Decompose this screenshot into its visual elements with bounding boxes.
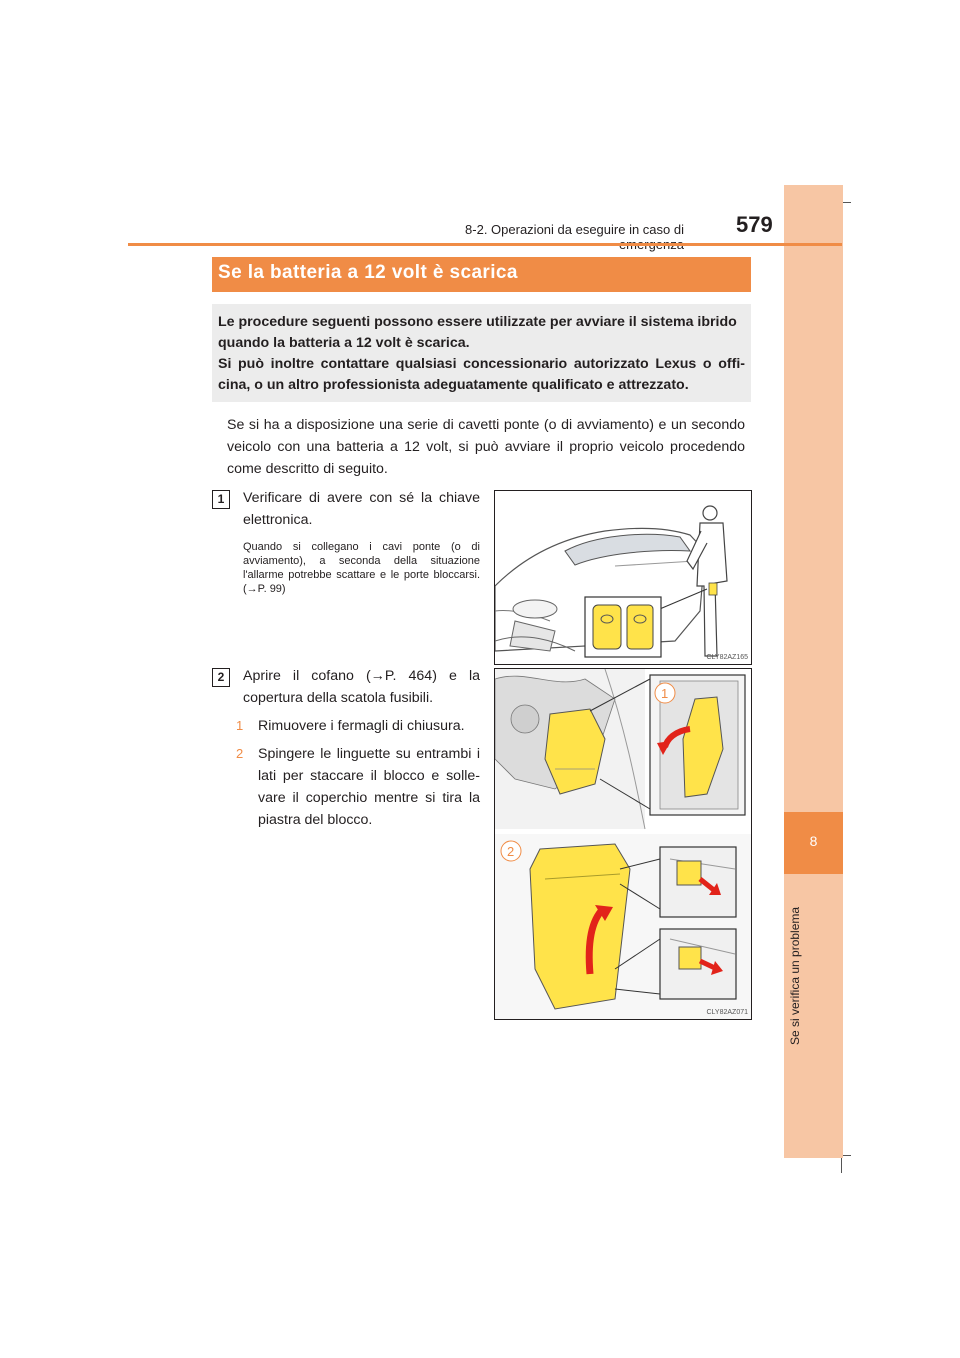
header-rule <box>128 243 842 246</box>
substep-number: 2 <box>236 746 244 761</box>
step-text: Verificare di avere con sé la chiave elettronica. <box>243 490 480 528</box>
chapter-title: Se si verifica un problema <box>788 906 802 1045</box>
car-key-figure <box>494 490 752 665</box>
fuse-box-illustration <box>495 669 751 1019</box>
intro-box <box>212 304 751 402</box>
intro-line: Si può inoltre contattare qualsiasi concessionario autorizzato Lexus o offi- <box>218 356 745 372</box>
step-text: Aprire il cofano (→P. 464) e la copertura della scatola fusibili. <box>243 668 480 706</box>
step-number-badge: 2 <box>212 668 230 687</box>
substep-text: Spingere le linguette su entrambi i lati per staccare il blocco e solle-vare il coperchio mentre si tira la piastra del blocco. <box>258 746 480 828</box>
chapter-number: 8 <box>809 833 818 849</box>
intro-text <box>218 312 745 396</box>
chapter-title-vertical <box>786 885 800 1045</box>
figure-code: CLY82AZ071 <box>706 1009 748 1016</box>
step-note: Quando si collegano i cavi ponte (o di avviamento), a seconda della situazione l'allarme potrebbe scattare e le porte bloccarsi. (→P. 99) <box>243 541 480 595</box>
section-title: Se la batteria a 12 volt è scarica <box>218 262 518 283</box>
body-paragraph: Se si ha a disposizione una serie di cavetti ponte (o di avviamento) e un secondo veicolo con una batteria a 12 volt, si può avviare il proprio veicolo procedendo come descritto di seguito. <box>227 417 745 477</box>
intro-line: cina, o un altro professionista adeguatamente qualificato e attrezzato. <box>218 377 689 393</box>
section-title-bar <box>212 257 751 292</box>
intro-line: Le procedure seguenti possono essere utilizzate per avviare il sistema ibrido <box>218 314 737 330</box>
figure-code: CLY82AZ165 <box>706 654 748 661</box>
figure-label: 1 <box>661 686 669 701</box>
section-header: 8-2. Operazioni da eseguire in caso di <box>465 222 684 237</box>
car-illustration <box>495 491 751 664</box>
step-number-badge: 1 <box>212 490 230 509</box>
substep-text: Rimuovere i fermagli di chiusura. <box>258 718 465 734</box>
figure-label: 2 <box>507 844 515 859</box>
substep-number: 1 <box>236 718 244 733</box>
intro-line: quando la batteria a 12 volt è scarica. <box>218 335 470 351</box>
page-number: 579 <box>736 212 773 237</box>
fuse-box-figure <box>494 668 752 1020</box>
